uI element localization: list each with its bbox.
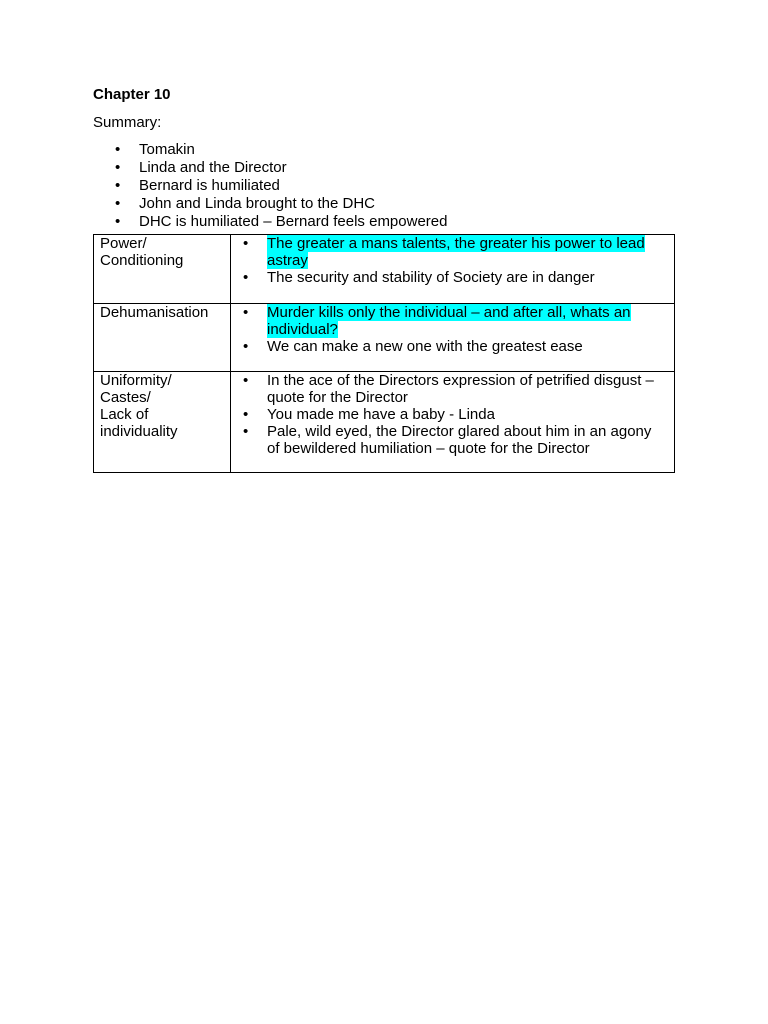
bullet-icon: • xyxy=(243,304,249,321)
highlighted-quote: Murder kills only the individual – and after all, whats an individual? xyxy=(267,304,631,338)
bullet-icon: • xyxy=(115,195,121,212)
table-row xyxy=(94,372,675,473)
bullet-icon: • xyxy=(115,159,121,176)
table-row xyxy=(94,235,675,304)
summary-item xyxy=(93,177,675,195)
theme-points-cell xyxy=(231,372,675,473)
summary-item-text: Bernard is humiliated xyxy=(139,177,280,194)
list-item xyxy=(231,235,668,269)
summary-list xyxy=(93,141,675,231)
list-item xyxy=(231,304,668,338)
theme-points-cell xyxy=(231,235,675,304)
document-page xyxy=(93,86,675,473)
bullet-icon: • xyxy=(243,423,249,440)
point-text: You made me have a baby - Linda xyxy=(267,406,495,423)
bullet-icon: • xyxy=(115,177,121,194)
summary-item xyxy=(93,159,675,177)
point-text: We can make a new one with the greatest ease xyxy=(267,338,583,355)
theme-label: Power/ Conditioning xyxy=(100,235,184,269)
summary-item xyxy=(93,213,675,231)
list-item xyxy=(231,423,668,457)
themes-table xyxy=(93,234,675,473)
theme-label: Dehumanisation xyxy=(100,304,209,321)
list-item xyxy=(231,269,668,286)
theme-label-cell xyxy=(94,304,231,372)
point-text: In the ace of the Directors expression of petrified disgust – quote for the Director xyxy=(267,372,654,406)
list-item xyxy=(231,338,668,355)
bullet-icon: • xyxy=(243,235,249,252)
theme-label: Uniformity/ Castes/ Lack of individuality xyxy=(100,372,178,440)
bullet-icon: • xyxy=(243,372,249,389)
points-list xyxy=(231,304,668,355)
theme-label-cell xyxy=(94,372,231,473)
points-list xyxy=(231,372,668,457)
bullet-icon: • xyxy=(115,213,121,230)
bullet-icon: • xyxy=(243,406,249,423)
points-list xyxy=(231,235,668,286)
bullet-icon: • xyxy=(243,338,249,355)
chapter-title: Chapter 10 xyxy=(93,86,171,103)
summary-item xyxy=(93,141,675,159)
table-row xyxy=(94,304,675,372)
highlighted-quote: The greater a mans talents, the greater his power to lead astray xyxy=(267,235,645,269)
summary-item-text: DHC is humiliated – Bernard feels empowered xyxy=(139,213,448,230)
theme-label-cell xyxy=(94,235,231,304)
point-text: Pale, wild eyed, the Director glared about him in an agony of bewildered humiliation – quote for the Director xyxy=(267,423,652,457)
summary-item-text: John and Linda brought to the DHC xyxy=(139,195,375,212)
bullet-icon: • xyxy=(243,269,249,286)
point-text: The security and stability of Society are in danger xyxy=(267,269,595,286)
summary-item xyxy=(93,195,675,213)
bullet-icon: • xyxy=(115,141,121,158)
summary-item-text: Linda and the Director xyxy=(139,159,287,176)
list-item xyxy=(231,406,668,423)
list-item xyxy=(231,372,668,406)
summary-label: Summary: xyxy=(93,114,162,131)
theme-points-cell xyxy=(231,304,675,372)
summary-item-text: Tomakin xyxy=(139,141,195,158)
